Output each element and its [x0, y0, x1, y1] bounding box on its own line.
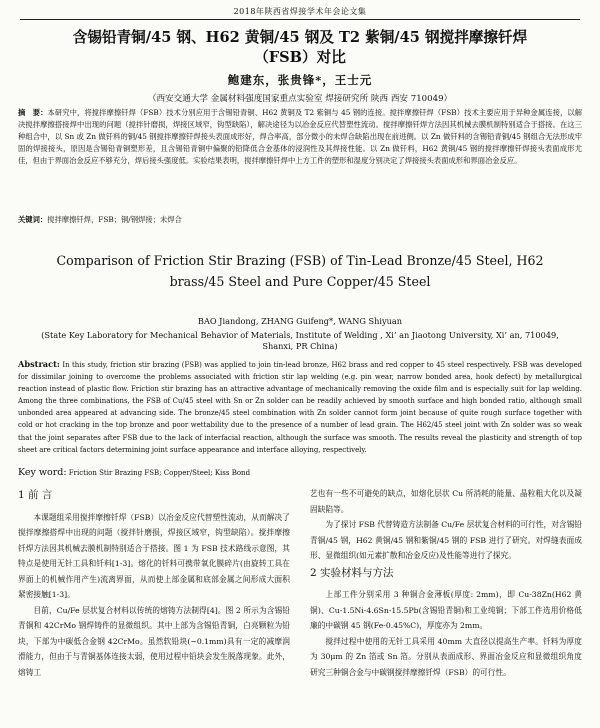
english-abstract — [18, 358, 582, 456]
chinese-title — [12, 28, 588, 68]
chinese-abstract-label: 摘 要： — [18, 108, 48, 117]
paragraph: 艺也有一些不可避免的缺点，如熔化层状 Cu 所消耗的能量、晶粒粗大化以及凝固缺陷等。 — [310, 489, 582, 514]
section-1-heading: 1 前 言 — [18, 489, 53, 501]
chinese-affiliation: （西安交通大学 金属材料强度国家重点实验室 焊接研究所 陕西 西安 710049） — [147, 94, 453, 104]
chinese-title-line1: 含锡铅青铜/45 钢、H62 黄铜/45 钢及 T2 紫铜/45 钢搅拌摩擦钎焊 — [72, 29, 528, 46]
paragraph: 为了探讨 FSB 代替铸造方法制备 Cu/Fe 层状复合材料的可行性，对含锡铅青铜/45 钢，H62 黄铜/45 钢和紫铜/45 钢的 FSB 进行了研究。对焊缝表面成形、显微组织(如元素扩散和冶金反应)及性能等进行了探究。 — [310, 520, 582, 560]
chinese-abstract — [18, 107, 582, 167]
english-keywords-label: Key word: — [18, 467, 67, 478]
english-abstract-label: Abstract: — [18, 359, 60, 369]
chinese-keywords — [18, 215, 582, 225]
paragraph: 上部工件分别采用 3 种铜合金薄板(厚度: 2mm)，即 Cu-38Zn(H62 黄铜)、Cu-1.5Ni-4.6Sn-15.5Pb(含锡铅青铜)和工业纯铜；下部工件选用价格低廉的中碳钢 45 钢(Fe-0.45%C)，厚度亦为 2mm。 — [310, 590, 582, 630]
chinese-abstract-text: 本研究中，将搅拌摩擦钎焊（FSB）技术分别应用于含锡铅青铜、H62 黄铜及 T2 紫铜与 45 钢的连接。搅拌摩擦钎焊（FSB）技术主要应用于异种金属连接，以解决搅拌摩擦搭接焊中出现的问题（搅拌针磨损，焊接区域窄，钩型缺陷），解决途径为以冶金反应代替塑性流动。搅拌摩擦钎焊方法因其机械去膜机制特别适合于搭接。在这三种组合中，以 Sn 或 Zn 做钎料的铜/45 钢搅拌摩擦钎焊接头表面成形好，焊合率高，部分微小的未焊合缺陷出现在前进侧。以 Zn 做钎料的含锡铅青铜/45 钢组合无法形成牢固的焊接接头，原因是含锡铅青铜塑形差，且含锡铅青铜中偏聚的铅降低合金基体的浸润性及其焊接性能。以 Zn 做钎料，H62 黄铜/45 钢的搅拌摩擦钎焊接头表面成形尤佳，但由于界面冶金反应不够充分，焊后接头强度低。实验结果表明，搅拌摩擦钎焊中上方工件的塑形和湿度分别决定了焊接接头表面成形和界面冶金反应。 — [18, 108, 582, 165]
english-abstract-text: In this study, friction stir brazing (FSB) was applied to join tin-lead bronze, H62 brass and red copper to 45 steel respectively. FSB was developed for dissimilar joining to overcome the problems associated with friction stir lap welding (e.g. pin wear, narrow bonded area, hook defect) by metallurgical reaction instead of plastic flow. Friction stir brazing has an attractive advantage of mechanically removing the oxide film and is especially suit for lap welding. Among the three combinations, the FSB of Cu/45 steel with Sn or Zn solder can be readily achieved by smooth surface and high bonded ratio, although small unbonded area appeared at advancing side. The bronze/45 steel combination with Zn solder cannot form joint because of quite rough surface together with cold or hot cracking in the top bronze and poor wettability due to the presence of a number of lead grain. The H62/45 steel joint with Zn solder was so weak that the joint separates after FSB due to the lack of interfacial reaction, although the surface was smooth. The results reveal the plasticity and strength of top sheet are critical factors determining joint surface appearance and interface alloying, respectively. — [18, 361, 582, 454]
paragraph: 搅拌过程中使用的无针工具采用 40mm 大直径以提高生产率。钎料为厚度为 30μm 的 Zn 箔或 Sn 箔。分别从表面成形、界面冶金反应和显微组织角度研究三种铜合金与中碳钢搅拌摩擦钎焊（FSB）的可行性。 — [310, 636, 582, 677]
chinese-authors: 鲍建东，张贵锋*，王士元 — [227, 73, 373, 87]
chinese-title-line2: （FSB）对比 — [254, 49, 346, 66]
body-column-right — [310, 486, 582, 680]
running-header: 2018年陕西省焊接学术年会论文集 — [233, 7, 367, 16]
section-2-heading: 2 实验材料与方法 — [310, 566, 394, 579]
paragraph: 目前，Cu/Fe 层状复合材料以传统的熔铸方法制得[4]。图 2 所示为含锡铅青铜和 42CrMo 钢焊铸件的显微组织。其中上部为含锡铅青铜，白亮颗粒为铅块，下部为中碳低合金钢 42CrMo。虽然软铅块(~0.1mm)具有一定的减摩润滑能力，但由于与青铜基体连接太弱，使用过程中铅块会发生脱落现象。此外，熔铸工 — [18, 605, 290, 677]
english-keywords — [18, 467, 582, 478]
english-affiliation: (State Key Laboratory for Mechanical Behavior of Materials, Institute of Welding , Xi’ an Jiaotong University, Xi’ an, 710049, Shanxi, PR China) — [41, 330, 559, 351]
paragraph: 本课题组采用搅拌摩擦钎焊（FSB）以冶金反应代替塑性流动，从而解决了搅拌摩擦搭焊中出现的问题（搅拌针磨损，焊接区域窄，钩型缺陷）。搅拌摩擦钎焊方法因其机械去膜机制特别适合于搭接。图 1 为 FSB 技术路线示意图，其特点是使用无针工具和钎料[1-3]。熔化的钎料可携带氧化膜碎片(由旋转工具在界面上的机械作用产生)流离界面，从而使上部金属和底部金属之间形成大面积紧密接触[1-3]。 — [18, 512, 290, 599]
english-authors: BAO Jiandong, ZHANG Guifeng*, WANG Shiyuan — [197, 316, 403, 326]
english-keywords-text: Friction Stir Brazing FSB; Copper/Steel; Kiss Bond — [68, 469, 251, 477]
chinese-keywords-text: 搅拌摩擦钎焊，FSB；铜/钢焊接；未焊合 — [47, 215, 182, 224]
english-title: Comparison of Friction Stir Brazing (FSB) of Tin-Lead Bronze/45 Steel, H62 brass/45 Steel and Pure Copper/45 Steel — [56, 253, 544, 289]
body-column-left — [18, 486, 290, 680]
header-rule — [20, 19, 580, 20]
chinese-keywords-label: 关键词： — [18, 215, 48, 224]
